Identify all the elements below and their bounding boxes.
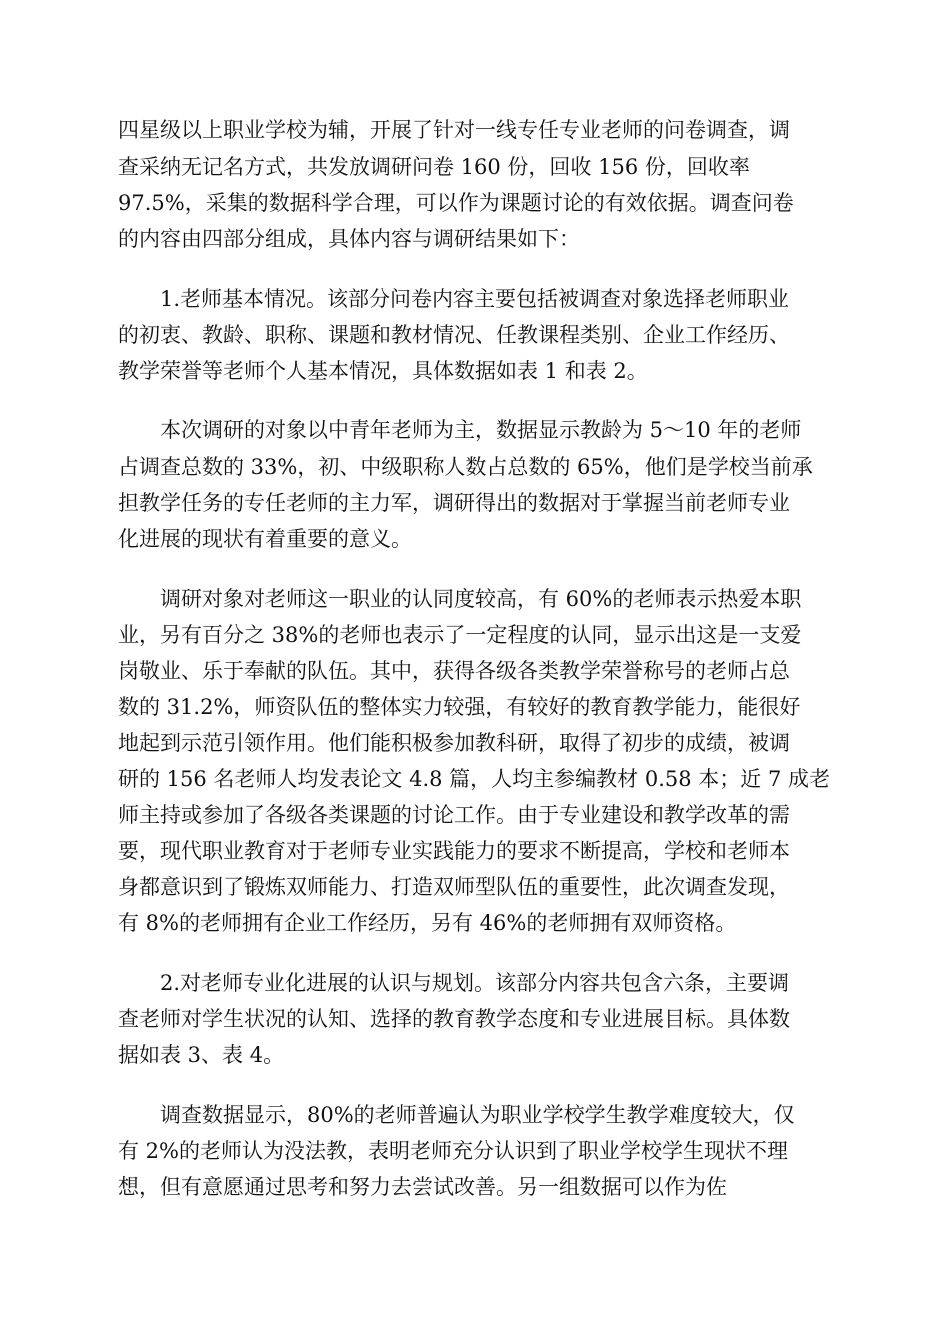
- body-text-line: 四星级以上职业学校为辅，开展了针对一线专任专业老师的问卷调查，调: [118, 118, 790, 142]
- body-text-line: 1.老师基本情况。该部分问卷内容主要包括被调查对象选择老师职业: [160, 287, 790, 311]
- body-text-line: 有 8%的老师拥有企业工作经历，另有 46%的老师拥有双师资格。: [118, 911, 737, 935]
- body-text-line: 97.5%，采集的数据科学合理，可以作为课题讨论的有效依据。调查问卷: [118, 191, 794, 215]
- body-text-line: 身都意识到了锻炼双师能力、打造双师型队伍的重要性，此次调查发现，: [118, 875, 790, 899]
- body-text-line: 担教学任务的专任老师的主力军，调研得出的数据对于掌握当前老师专业: [118, 491, 790, 515]
- body-text-line: 业，另有百分之 38%的老师也表示了一定程度的认同，显示出这是一支爱: [118, 623, 802, 647]
- body-text-line: 想，但有意愿通过思考和努力去尝试改善。另一组数据可以作为佐: [118, 1175, 727, 1199]
- body-text-line: 占调查总数的 33%，初、中级职称人数占总数的 65%，他们是学校当前承: [118, 455, 813, 479]
- body-text-line: 据如表 3、表 4。: [118, 1043, 285, 1067]
- body-text-line: 2.对老师专业化进展的认识与规划。该部分内容共包含六条，主要调: [160, 971, 790, 995]
- body-text-line: 调查数据显示，80%的老师普遍认为职业学校学生教学难度较大，仅: [160, 1103, 795, 1127]
- body-text-line: 查老师对学生状况的认知、选择的教育教学态度和专业进展目标。具体数: [118, 1007, 790, 1031]
- body-text-line: 的初衷、教龄、职称、课题和教材情况、任教课程类别、企业工作经历、: [118, 323, 790, 347]
- body-text-line: 要，现代职业教育对于老师专业实践能力的要求不断提高，学校和老师本: [118, 839, 790, 863]
- body-text-line: 本次调研的对象以中青年老师为主，数据显示教龄为 5～10 年的老师: [160, 418, 802, 442]
- body-text-line: 调研对象对老师这一职业的认同度较高，有 60%的老师表示热爱本职: [160, 587, 802, 611]
- body-text-line: 查采纳无记名方式，共发放调研问卷 160 份，回收 156 份，回收率: [118, 155, 750, 179]
- body-text-line: 教学荣誉等老师个人基本情况，具体数据如表 1 和表 2。: [118, 359, 648, 383]
- body-text-line: 数的 31.2%，师资队伍的整体实力较强，有较好的教育教学能力，能很好: [118, 695, 801, 719]
- body-text-line: 岗敬业、乐于奉献的队伍。其中，获得各级各类教学荣誉称号的老师占总: [118, 659, 790, 683]
- body-text-line: 的内容由四部分组成，具体内容与调研结果如下：: [118, 227, 580, 251]
- body-text-line: 地起到示范引领作用。他们能积极参加教科研，取得了初步的成绩，被调: [118, 731, 790, 755]
- body-text-line: 研的 156 名老师人均发表论文 4.8 篇，人均主参编教材 0.58 本；近 7 成老: [118, 767, 830, 791]
- body-text-line: 化进展的现状有着重要的意义。: [118, 527, 412, 551]
- body-text-line: 有 2%的老师认为没法教，表明老师充分认识到了职业学校学生现状不理: [118, 1139, 788, 1163]
- body-text-line: 师主持或参加了各级各类课题的讨论工作。由于专业建设和教学改革的需: [118, 803, 790, 827]
